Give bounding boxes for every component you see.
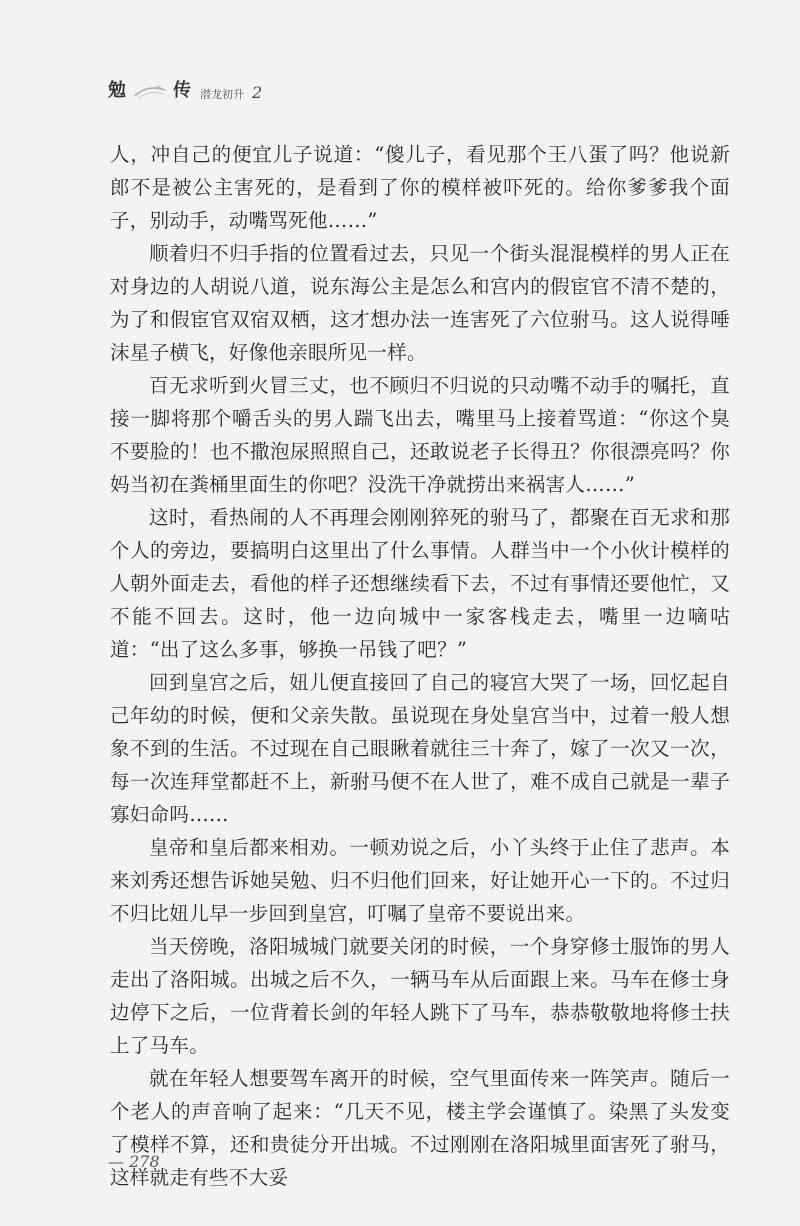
swoosh-ornament-icon xyxy=(133,82,167,102)
paragraph-4: 这时，看热闹的人不再理会刚刚猝死的驸马了，都聚在百无求和那个人的旁边，要搞明白这里出了什么事情。人群当中一个小伙计模样的人朝外面走去，看他的样子还想继续看下去，不过有事情还要他忙，又不能不回去。这时，他一边向城中一家客栈走去，嘴里一边嘀咕道：“出了这么多事，够换一吊钱了吧？” xyxy=(110,506,730,661)
header-title-char-2: 传 xyxy=(173,80,192,101)
paragraph-5: 回到皇宫之后，妞儿便直接回了自己的寝宫大哭了一场，回忆起自己年幼的时候，便和父亲失散。虽说现在身处皇宫当中，过着一般人想象不到的生活。不过现在自己眼瞅着就往三十奔了，嫁了一次又一次，每一次连拜堂都赶不上，新驸马便不在人世了，难不成自己就是一辈子寡妇命吗…… xyxy=(110,671,730,826)
paragraph-6: 皇帝和皇后都来相劝。一顿劝说之后，小丫头终于止住了悲声。本来刘秀还想告诉她吴勉、归不归他们回来，好让她开心一下的。不过归不归比妞儿早一步回到皇宫，叮嘱了皇帝不要说出来。 xyxy=(110,836,730,925)
header-title-char-1: 勉 xyxy=(108,80,127,101)
running-header xyxy=(108,62,262,102)
paragraph-8: 就在年轻人想要驾车离开的时候，空气里面传来一阵笑声。随后一个老人的声音响了起来：“几天不见，楼主学会谨慎了。染黑了头发变了模样不算，还和贵徒分开出城。不过刚刚在洛阳城里面害死了驸马，这样就走有些不大妥 xyxy=(110,1067,730,1189)
page-body xyxy=(110,138,730,1194)
paragraph-2: 顺着归不归手指的位置看过去，只见一个街头混混模样的男人正在对身边的人胡说八道，说东海公主是怎么和宫内的假宦官不清不楚的，为了和假宦官双宿双栖，这才想办法一连害死了六位驸马。这人说得唾沫星子横飞，好像他亲眼所见一样。 xyxy=(110,242,730,364)
paragraph-1: 人，冲自己的便宜儿子说道：“傻儿子，看见那个王八蛋了吗？他说新郎不是被公主害死的，是看到了你的模样被吓死的。给你爹爹我个面子，别动手，动嘴骂死他……” xyxy=(110,143,730,232)
header-volume: 2 xyxy=(252,83,263,102)
page-number: — 278 xyxy=(108,1152,160,1171)
header-subtitle: 潜龙初升 xyxy=(200,88,244,101)
paragraph-7: 当天傍晚，洛阳城城门就要关闭的时候，一个身穿修士服饰的男人走出了洛阳城。出城之后不久，一辆马车从后面跟上来。马车在修士身边停下之后，一位背着长剑的年轻人跳下了马车，恭恭敬敬地将修士扶上了马车。 xyxy=(110,935,730,1057)
paragraph-3: 百无求听到火冒三丈，也不顾归不归说的只动嘴不动手的嘱托，直接一脚将那个嚼舌头的男人踹飞出去，嘴里马上接着骂道：“你这个臭不要脸的！也不撒泡尿照照自己，还敢说老子长得丑？你很漂亮吗？你妈当初在粪桶里面生的你吧？没洗干净就捞出来祸害人……” xyxy=(110,374,730,496)
